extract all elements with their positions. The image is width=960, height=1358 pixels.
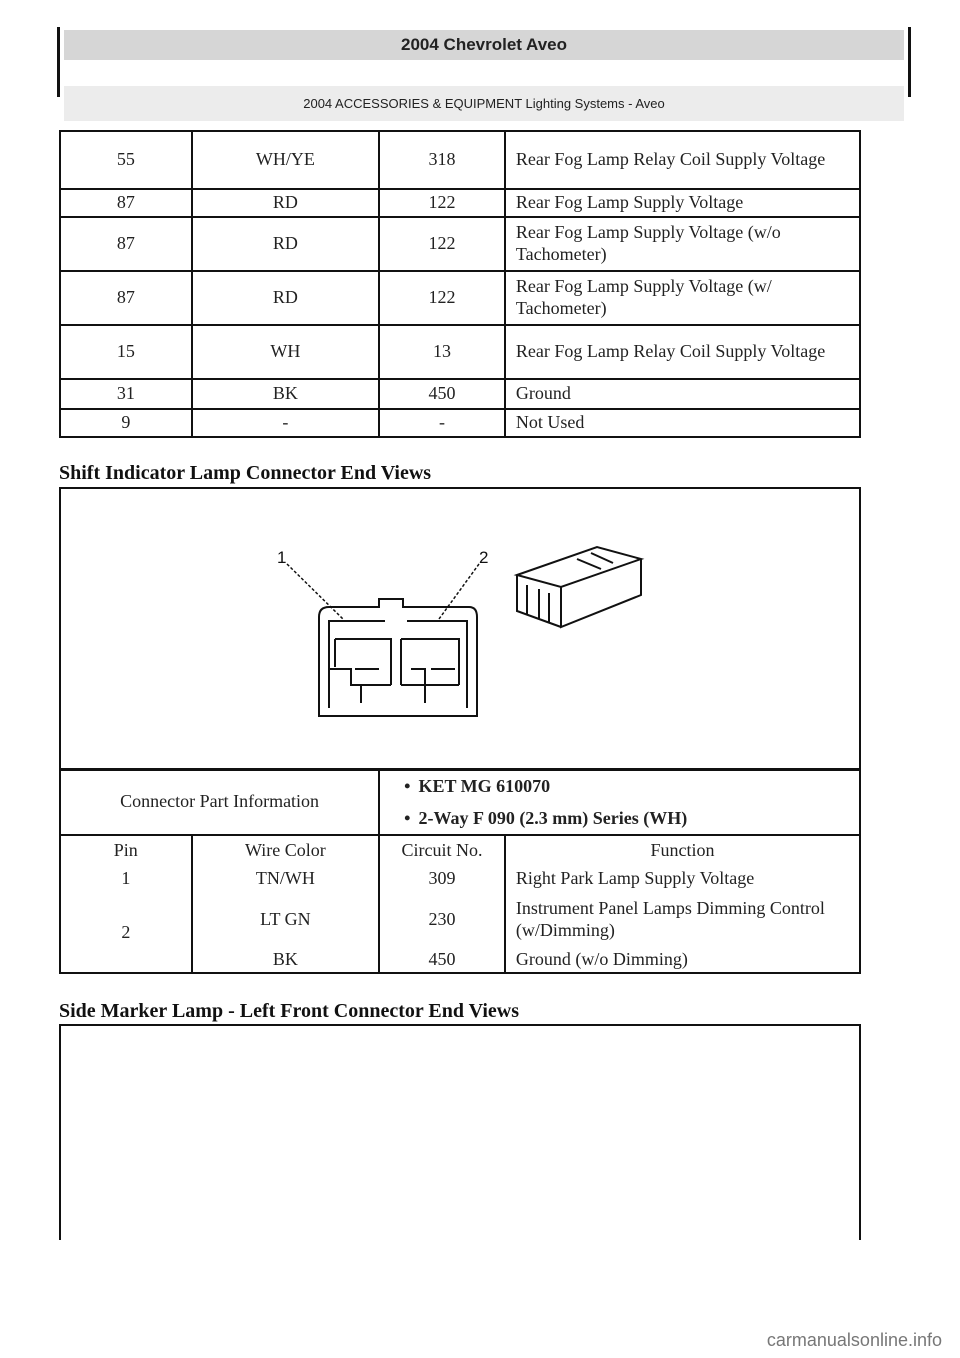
table-row — [60, 271, 860, 325]
wire-color-cell: RD — [192, 189, 380, 217]
side-marker-diagram-box — [59, 1024, 861, 1240]
circuit-cell: 318 — [379, 131, 505, 189]
column-header-pin: Pin — [60, 835, 192, 865]
function-cell: Not Used — [505, 409, 860, 437]
watermark: carmanualsonline.info — [766, 1330, 942, 1350]
part-info-item: • 2-Way F 090 (2.3 mm) Series (WH) — [404, 802, 853, 834]
function-cell: Rear Fog Lamp Supply Voltage (w/ Tachometer) — [505, 271, 860, 325]
pin-cell: 87 — [60, 217, 192, 271]
header-subtitle: 2004 ACCESSORIES & EQUIPMENT Lighting Systems - Aveo — [64, 86, 904, 121]
page-header — [57, 27, 911, 111]
table-row — [60, 131, 860, 189]
part-info-row — [60, 769, 860, 835]
pin-table-rear-fog-relay — [59, 130, 861, 438]
pin-cell: 87 — [60, 189, 192, 217]
function-cell: Instrument Panel Lamps Dimming Control (w/Dimming) — [505, 893, 860, 947]
pin-cell: 9 — [60, 409, 192, 437]
circuit-cell: 450 — [379, 379, 505, 409]
part-info-list — [404, 770, 853, 834]
table-row — [60, 325, 860, 379]
circuit-cell: 13 — [379, 325, 505, 379]
pin-cell: 55 — [60, 131, 192, 189]
connector-isometric-icon — [517, 547, 641, 627]
function-cell: Ground — [505, 379, 860, 409]
wire-color-cell: BK — [192, 379, 380, 409]
circuit-cell: 122 — [379, 271, 505, 325]
table-row — [60, 217, 860, 271]
pin-cell: 1 — [60, 865, 192, 893]
function-cell: Rear Fog Lamp Relay Coil Supply Voltage — [505, 325, 860, 379]
wire-color-cell: - — [192, 409, 380, 437]
pin-cell: 87 — [60, 271, 192, 325]
section-title-side-marker: Side Marker Lamp - Left Front Connector End Views — [59, 1000, 519, 1022]
table-row — [60, 379, 860, 409]
wire-color-cell: TN/WH — [192, 865, 380, 893]
circuit-cell: 450 — [379, 947, 505, 973]
wire-color-cell: RD — [192, 217, 380, 271]
function-cell: Rear Fog Lamp Supply Voltage (w/o Tachometer) — [505, 217, 860, 271]
wire-color-cell: WH — [192, 325, 380, 379]
connector-diagram-box — [59, 487, 861, 771]
callout-2: 2 — [479, 548, 489, 567]
circuit-cell: 230 — [379, 893, 505, 947]
table-row — [60, 409, 860, 437]
column-header-function: Function — [505, 835, 860, 865]
circuit-cell: 309 — [379, 865, 505, 893]
wire-color-cell: WH/YE — [192, 131, 380, 189]
function-cell: Ground (w/o Dimming) — [505, 947, 860, 973]
pin-cell: 31 — [60, 379, 192, 409]
pin-table-shift-indicator — [59, 768, 861, 974]
wire-color-cell: RD — [192, 271, 380, 325]
circuit-cell: - — [379, 409, 505, 437]
wire-color-cell: LT GN — [192, 893, 380, 947]
pin-cell: 2 — [60, 893, 192, 973]
table-row — [60, 893, 860, 947]
column-header-circuit: Circuit No. — [379, 835, 505, 865]
table-row — [60, 189, 860, 217]
circuit-cell: 122 — [379, 189, 505, 217]
part-info-item: • KET MG 610070 — [404, 770, 853, 802]
table-header-row — [60, 835, 860, 865]
circuit-cell: 122 — [379, 217, 505, 271]
connector-end-view-diagram — [61, 489, 859, 769]
wire-color-cell: BK — [192, 947, 380, 973]
column-header-wire-color: Wire Color — [192, 835, 380, 865]
part-info-list-cell — [379, 769, 860, 835]
table-row — [60, 865, 860, 893]
header-title: 2004 Chevrolet Aveo — [64, 30, 904, 60]
function-cell: Rear Fog Lamp Supply Voltage — [505, 189, 860, 217]
pin-cell: 15 — [60, 325, 192, 379]
callout-1: 1 — [277, 548, 287, 567]
function-cell: Rear Fog Lamp Relay Coil Supply Voltage — [505, 131, 860, 189]
function-cell: Right Park Lamp Supply Voltage — [505, 865, 860, 893]
part-info-label: Connector Part Information — [60, 769, 379, 835]
section-title-shift-indicator: Shift Indicator Lamp Connector End Views — [59, 462, 432, 484]
